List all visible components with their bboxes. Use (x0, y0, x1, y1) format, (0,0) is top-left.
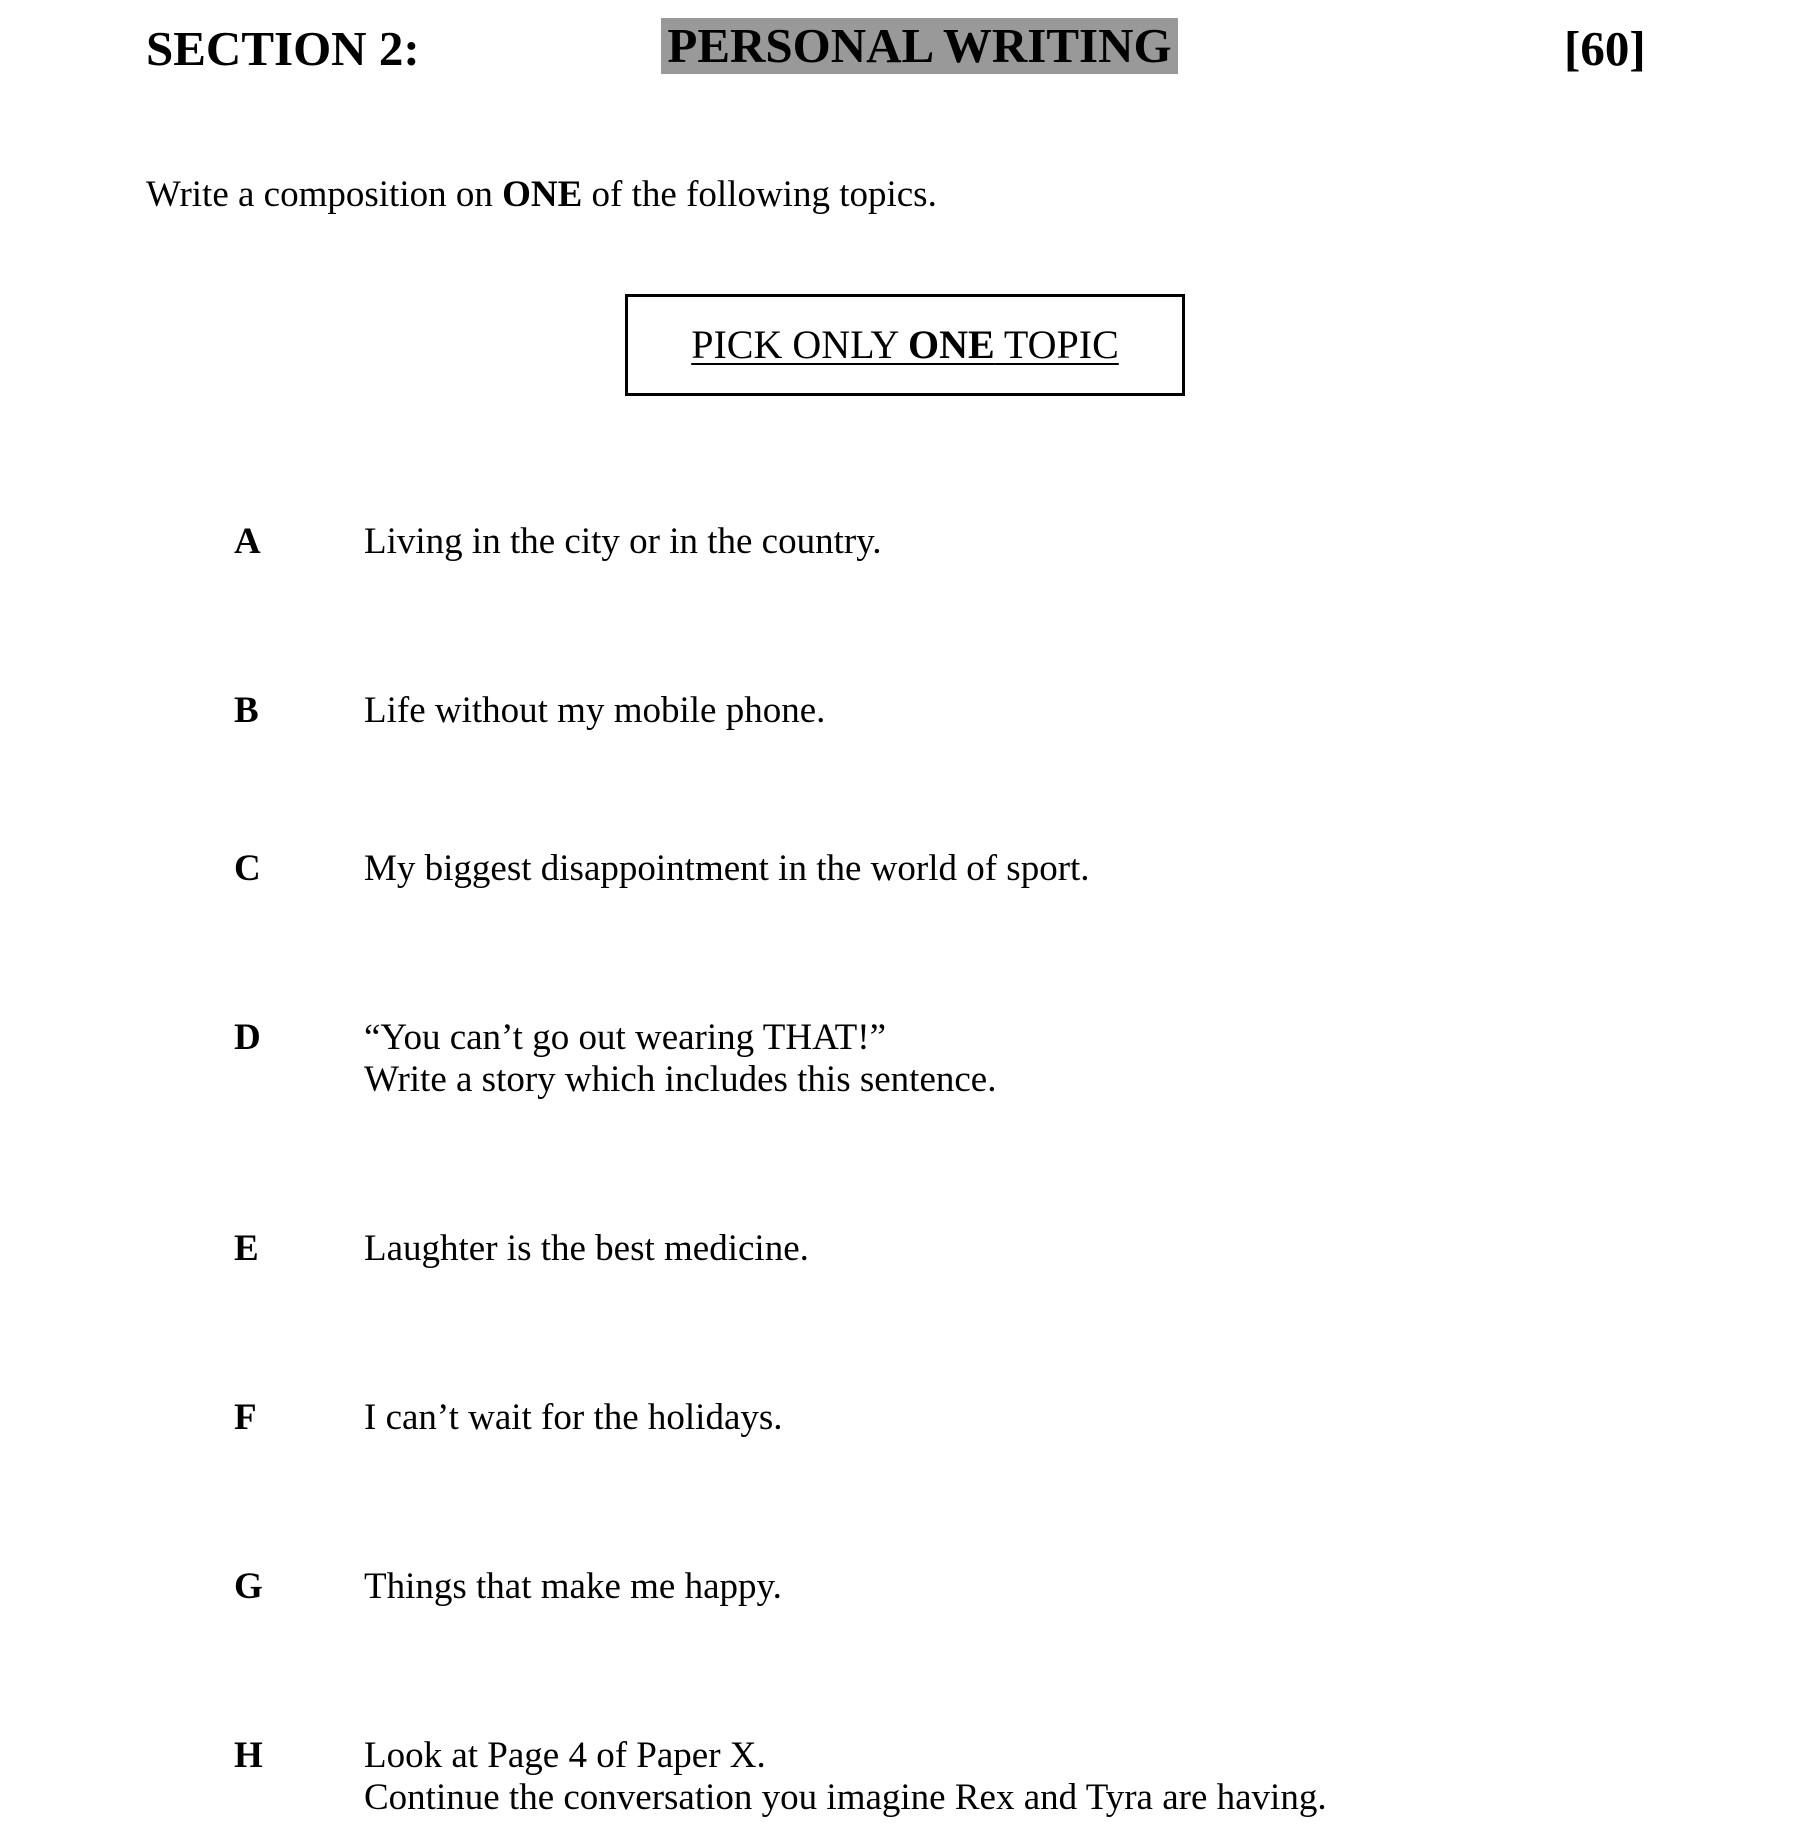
topic-letter: G (234, 1566, 263, 1607)
topic-line-1: Look at Page 4 of Paper X. (364, 1735, 766, 1776)
pick-after: TOPIC (994, 322, 1119, 367)
topic-line-1: Laughter is the best medicine. (364, 1228, 809, 1269)
topic-letter: E (234, 1228, 259, 1269)
topic-letter: D (234, 1017, 261, 1058)
pick-one-topic-text (691, 320, 1119, 370)
topic-text (364, 1735, 1327, 1819)
topic-line-1: Living in the city or in the country. (364, 521, 882, 562)
topic-letter: H (234, 1735, 263, 1776)
topic-text (364, 1228, 809, 1270)
topic-letter: B (234, 690, 259, 731)
topic-line-2: Write a story which includes this sentence. (364, 1059, 997, 1100)
topic-text (364, 1566, 782, 1608)
pick-one-topic-box (625, 294, 1185, 396)
topic-text (364, 1017, 996, 1101)
instruction-emphasis: ONE (502, 174, 583, 215)
instruction-text (146, 170, 937, 220)
topic-letter: F (234, 1397, 257, 1438)
topic-line-1: My biggest disappointment in the world of sport. (364, 848, 1090, 889)
topic-letter: C (234, 848, 261, 889)
instruction-before: Write a composition on (146, 174, 503, 215)
topic-text (364, 690, 825, 732)
topic-line-1: I can’t wait for the holidays. (364, 1397, 783, 1438)
topic-line-2: Continue the conversation you imagine Rex and Tyra are having. (364, 1777, 1327, 1818)
topic-text (364, 1397, 783, 1439)
section-marks: [60] (1564, 21, 1646, 76)
pick-emphasis: ONE (907, 322, 995, 367)
topic-line-1: Life without my mobile phone. (364, 690, 826, 731)
instruction-after: of the following topics. (582, 174, 937, 215)
topic-text (364, 848, 1090, 890)
topic-line-1: Things that make me happy. (364, 1566, 782, 1607)
topic-line-1: “You can’t go out wearing THAT!” (364, 1017, 887, 1058)
topic-text (364, 521, 882, 563)
section-title: PERSONAL WRITING (661, 18, 1178, 74)
section-label: SECTION 2: (146, 21, 420, 76)
pick-before: PICK ONLY (691, 322, 908, 367)
topic-letter: A (234, 521, 261, 562)
